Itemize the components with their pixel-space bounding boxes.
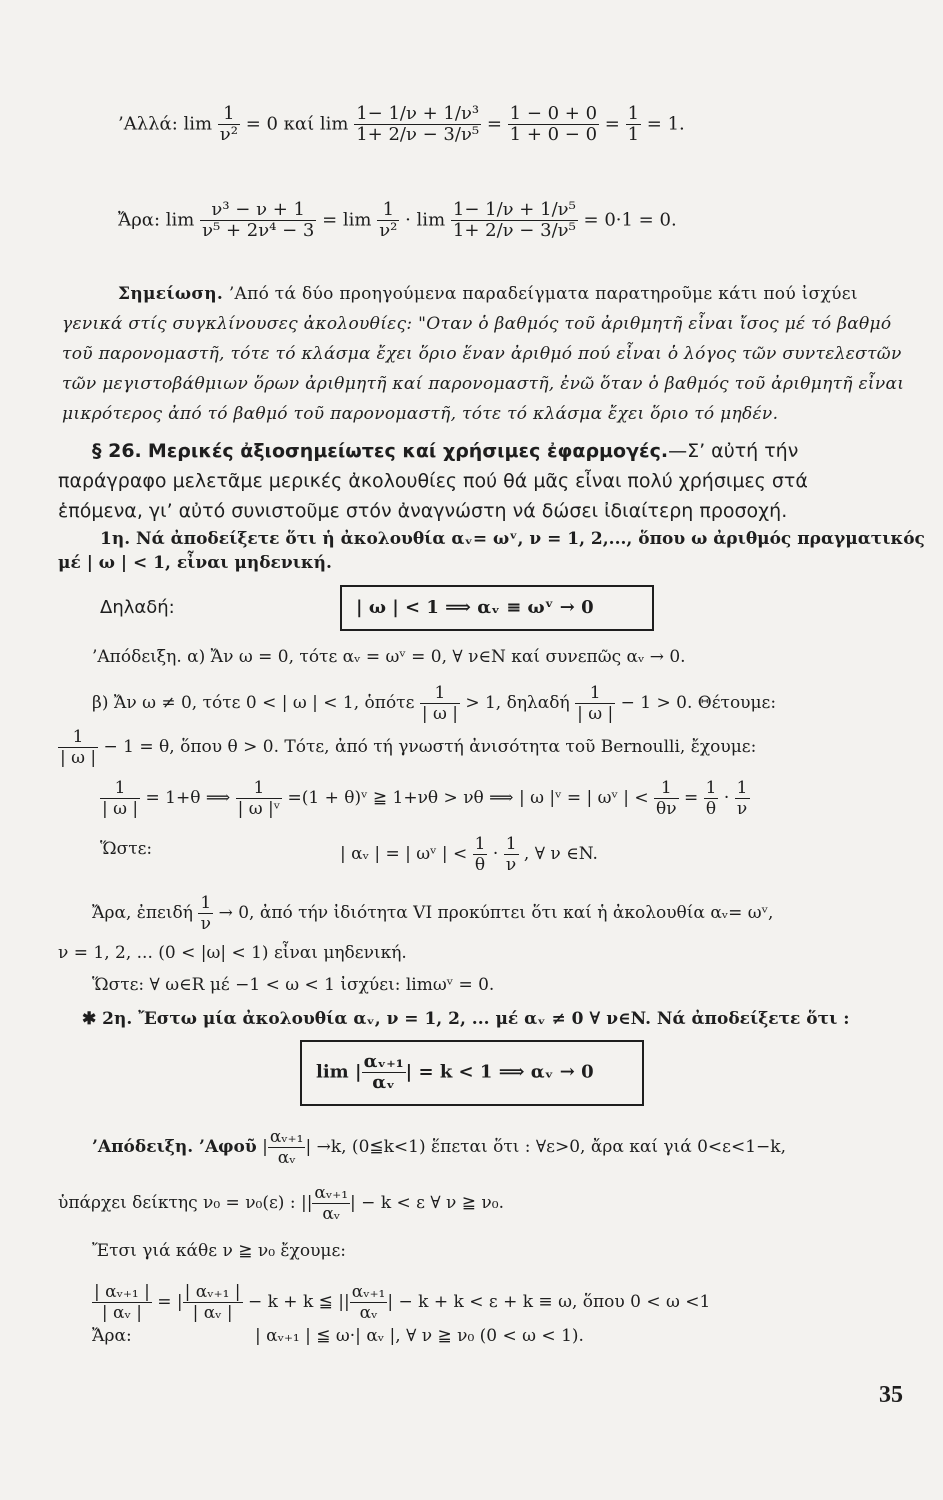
problem2-number: ✱ 2η. [82,1009,133,1029]
problem1-statement-2: μέ | ω | < 1, εἶναι μηδενική. [58,553,332,573]
fraction: $\frac{1}{1}$ [627,103,640,145]
oste-line: | αᵥ | = | ωᵛ | < $\frac{1}{\theta}$ · $\frac{1}{\nu}$ , ∀ ν ∈N. [340,834,598,875]
etsi-line: Ἔτσι γιά κάθε ν ≧ ν₀ ἔχουμε: [92,1241,346,1261]
section-number: § 26. [92,440,142,462]
fraction: $\frac{\text{1− 1/ν + 1/ν³}}{\text{1+ 2/ν − 3/ν⁵}}$ [356,103,480,145]
ara-line: Ἄρα, ἐπειδή $\frac{1}{\nu}$ → 0, ἀπό τήν ἰδιότητα VI προκύπτει ὅτι καί ἡ ἀκολουθία αᵥ= ωᵛ, [92,893,774,934]
example1-lead: ’Αλλά: lim [118,113,213,135]
inequality-chain: $\frac{\text{| αᵥ₊₁ |}}{\text{| αᵥ |}}$ = | $\frac{\text{| αᵥ₊₁ |}}{\text{| αᵥ |}}$ − k + k ≦ || $\frac{\text{αᵥ₊₁}}{\text{αᵥ}}$ | − k + k < ε + k ≡ ω, ὅπου 0 < ω <1 [94,1282,711,1323]
section-title: Μερικές ἀξιοσημείωτες καί χρήσιμες ἐφαρμογές. [147,440,669,462]
fraction: $\frac{1 - 0 + 0}{1 + 0 - 0}$ [509,103,598,145]
problem2-proof: ’Απόδειξη. ’Αφοῦ | $\frac{\text{αᵥ₊₁}}{\text{αᵥ}}$ | →k, (0≦k<1) ἕπεται ὅτι : ∀ε>0, ἄρα καί γιά 0<ε<1−k, [92,1127,786,1168]
page-number: 35 [879,1382,903,1408]
note-line-2: γενικά στίς συγκλίνουσες ἀκολουθίες: "Οταν ὁ βαθμός τοῦ ἀριθμητῆ εἶναι ἴσος μέ τό βαθμό [62,314,892,334]
note-line-1: Σημείωση. ’Από τά δύο προηγούμενα παραδείγματα παρατηροῦμε κάτι πού ἰσχύει [118,284,858,304]
ara-line-2: ν = 1, 2, ... (0 < |ω| < 1) εἶναι μηδενική. [58,943,407,963]
ara-label-2: Ἄρα: [92,1326,132,1346]
note-label: Σημείωση. [118,284,224,304]
bernoulli-chain: $\frac{1}{| \omega |}$ = 1+θ ⟹ $\frac{1}{\text{| ω |ᵛ}}$ =(1 + θ)ᵛ ≧ 1+νθ > νθ ⟹ | ω |ᵛ = | ωᵛ | < $\frac{1}{\theta\nu}$ = $\frac{1}{\theta}$ · $\frac{1}{\nu}$ [102,778,748,819]
final-inequality: | αᵥ₊₁ | ≦ ω·| αᵥ |, ∀ ν ≧ ν₀ (0 < ω < 1). [255,1326,584,1346]
fraction: $\frac{1}{\text{ν²}}$ [219,103,238,145]
fraction: $\frac{1}{\text{ν²}}$ [379,199,398,241]
problem1-proof-a: ’Απόδειξη. α) Ἄν ω = 0, τότε αᵥ = ωᵛ = 0, ∀ ν∈N καί συνεπῶς αᵥ → 0. [92,647,686,667]
section-heading: § 26. Μερικές ἀξιοσημείωτες καί χρήσιμες ἐφαρμογές.—Σ’ αὐτή τήν [92,440,799,462]
example2-line: Ἄρα: lim $\frac{\text{ν³ − ν + 1}}{\text{ν⁵ + 2ν⁴ − 3}}$ = lim $\frac{1}{\text{ν²}}$ · lim $\frac{\text{1− 1/ν + 1/ν⁵}}{\text{1+ 2/ν − 3/ν⁵}}$ = 0·1 = 0. [118,199,677,241]
note-line-3: τοῦ παρονομαστῆ, τότε τό κλάσμα ἔχει ὅριο ἕναν ἀριθμό πού εἶναι ὁ λόγος τῶν συντελεστῶν [62,344,902,364]
fraction: $\frac{\text{1− 1/ν + 1/ν⁵}}{\text{1+ 2/ν − 3/ν⁵}}$ [452,199,576,241]
problem1-statement: 1η. Νά ἀποδείξετε ὅτι ἡ ἀκολουθία αᵥ= ωᵛ, ν = 1, 2,..., ὅπου ω ἀριθμός πραγματικός [100,529,925,549]
note-line-5: μικρότερος ἀπό τό βαθμό τοῦ παρονομαστῆ, τότε τό κλάσμα ἔχει ὅριο τό μηδέν. [62,404,779,424]
exists-index-line: ὑπάρχει δείκτης ν₀ = ν₀(ε) : || $\frac{\text{αᵥ₊₁}}{\text{αᵥ}}$ | − k < ε ∀ ν ≧ ν₀. [58,1183,504,1224]
delady-label: Δηλαδή: [100,597,175,618]
oste-label: Ὥστε: [100,839,153,859]
result-box-1: | ω | < 1 ⟹ αᵥ ≡ ωᵛ → 0 [340,585,654,631]
fraction: $\frac{\text{ν³ − ν + 1}}{\text{ν⁵ + 2ν⁴ − 3}}$ [202,199,315,241]
result-box-2: lim | $\frac{\text{αᵥ₊₁}}{\text{αᵥ}}$ | = k < 1 ⟹ αᵥ → 0 [300,1040,644,1106]
problem1-number: 1η. [100,529,131,549]
note-line-4: τῶν μεγιστοβάθμιων ὅρων ἀριθμητῆ καί παρονομαστῆ, ἐνῶ ὅταν ὁ βαθμός τοῦ ἀριθμητῆ εἶναι [62,374,905,394]
problem2-statement: ✱ 2η. Ἔστω μία ἀκολουθία αᵥ, ν = 1, 2, ... μέ αᵥ ≠ 0 ∀ ν∈N. Νά ἀποδείξετε ὅτι : [82,1009,850,1029]
section-intro-2: παράγραφο μελετᾶμε μερικές ἀκολουθίες πού θά μᾶς εἶναι πολύ χρήσιμες στά [58,470,808,492]
example1-line: ’Αλλά: lim $\frac{1}{\text{ν²}}$ = 0 καί lim $\frac{\text{1− 1/ν + 1/ν³}}{\text{1+ 2/ν − 3/ν⁵}}$ = $\frac{1 - 0 + 0}{1 + 0 - 0}$ = $\frac{1}{1}$ = 1. [118,103,685,145]
theta-definition: $\frac{1}{| \omega |}$ − 1 = θ, ὅπου θ > 0. Τότε, ἀπό τή γνωστή ἀνισότητα τοῦ Bernoulli, ἔχουμε: [60,727,757,768]
ara-line-3: Ὥστε: ∀ ω∈R μέ −1 < ω < 1 ἰσχύει: limωᵛ = 0. [92,975,495,995]
example2-lead: Ἄρα: lim [118,209,195,231]
problem1-proof-b: β) Ἄν ω ≠ 0, τότε 0 < | ω | < 1, ὁπότε $\frac{1}{| \omega |}$ > 1, δηλαδή $\frac{1}{| \omega |}$ − 1 > 0. Θέτουμε: [92,683,777,724]
section-intro-3: ἑπόμενα, γι’ αὐτό συνιστοῦμε στόν ἀναγνώστη νά δώσει ἰδιαίτερη προσοχή. [58,500,788,522]
